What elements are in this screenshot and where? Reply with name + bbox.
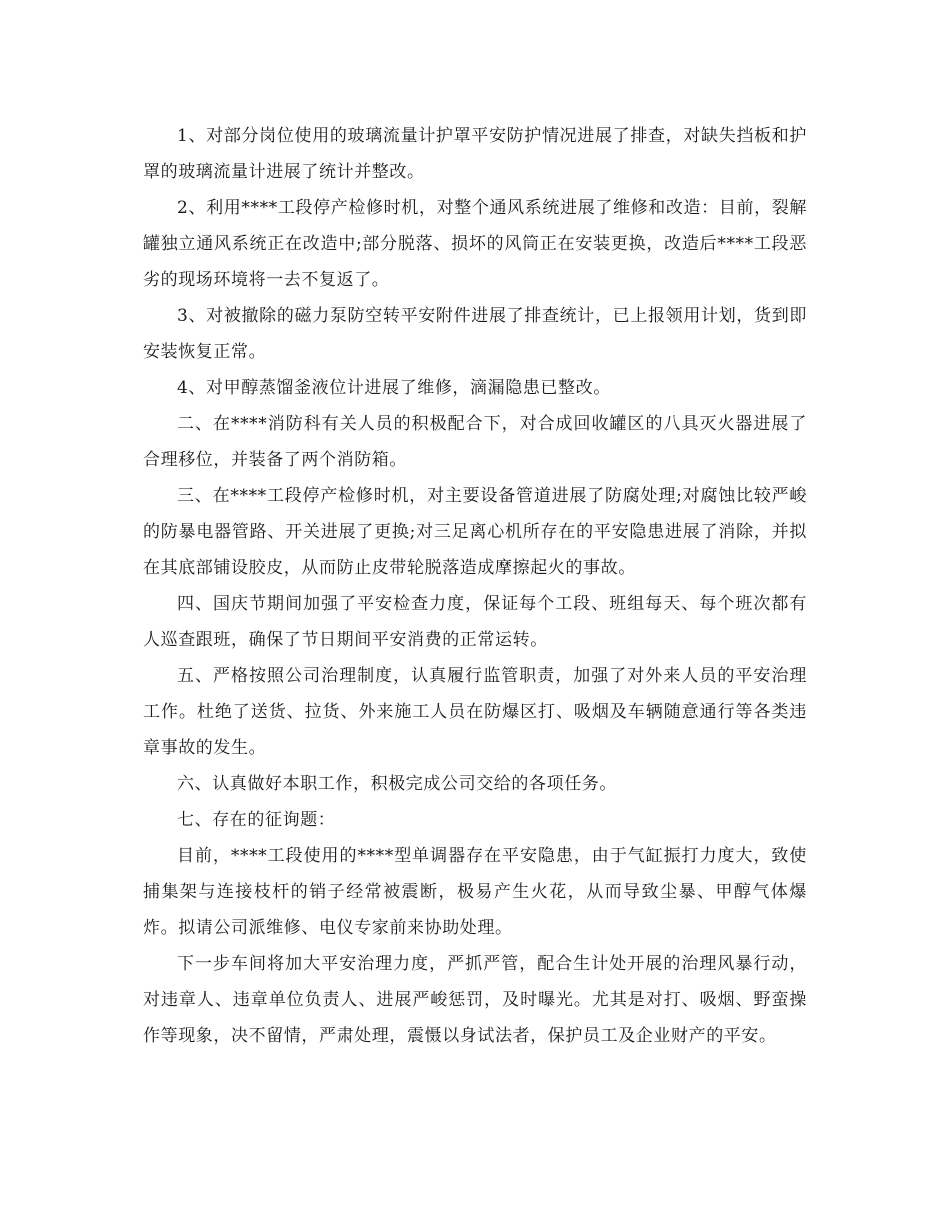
paragraph-item-2: 2、利用****工段停产检修时机，对整个通风系统进展了维修和改造：目前，裂解罐独立通风系统正在改造中;部分脱落、损坏的风筒正在安装更换，改造后****工段恶劣的现场环境将一去不复返了。 — [143, 198, 807, 290]
paragraph-item-4: 4、对甲醇蒸馏釜液位计进展了维修，滴漏隐患已整改。 — [177, 378, 611, 398]
paragraph-section-5: 五、严格按照公司治理制度，认真履行监管职责，加强了对外来人员的平安治理工作。杜绝了送货、拉货、外来施工人员在防爆区打、吸烟及车辆随意通行等各类违章事故的发生。 — [143, 666, 807, 758]
paragraph-item-3: 3、对被撤除的磁力泵防空转平安附件进展了排查统计，已上报领用计划，货到即安装恢复正常。 — [143, 306, 807, 362]
document-body — [143, 118, 807, 1054]
paragraph-section-7-heading: 七、存在的征询题： — [177, 810, 336, 830]
paragraph-section-4: 四、国庆节期间加强了平安检查力度，保证每个工段、班组每天、每个班次都有人巡查跟班，确保了节日期间平安消费的正常运转。 — [143, 594, 807, 650]
paragraph-section-6: 六、认真做好本职工作，积极完成公司交给的各项任务。 — [177, 774, 617, 794]
paragraph-next-steps: 下一步车间将加大平安治理力度，严抓严管，配合生计处开展的治理风暴行动，对违章人、违章单位负责人、进展严峻惩罚，及时曝光。尤其是对打、吸烟、野蛮操作等现象，决不留情，严肃处理，震慑以身试法者，保护员工及企业财产的平安。 — [143, 954, 807, 1046]
paragraph-section-2: 二、在****消防科有关人员的积极配合下，对合成回收罐区的八具灭火器进展了合理移位，并装备了两个消防箱。 — [143, 414, 807, 470]
paragraph-item-1: 1、对部分岗位使用的玻璃流量计护罩平安防护情况进展了排查，对缺失挡板和护罩的玻璃流量计进展了统计并整改。 — [143, 126, 807, 182]
paragraph-issue-description: 目前，****工段使用的****型单调器存在平安隐患，由于气缸振打力度大，致使捕集架与连接枝杆的销子经常被震断，极易产生火花，从而导致尘暴、甲醇气体爆炸。拟请公司派维修、电仪专家前来协助处理。 — [143, 846, 807, 938]
paragraph-section-3: 三、在****工段停产检修时机，对主要设备管道进展了防腐处理;对腐蚀比较严峻的防暴电器管路、开关进展了更换;对三足离心机所存在的平安隐患进展了消除，并拟在其底部铺设胶皮，从而防止皮带轮脱落造成摩擦起火的事故。 — [143, 486, 807, 578]
